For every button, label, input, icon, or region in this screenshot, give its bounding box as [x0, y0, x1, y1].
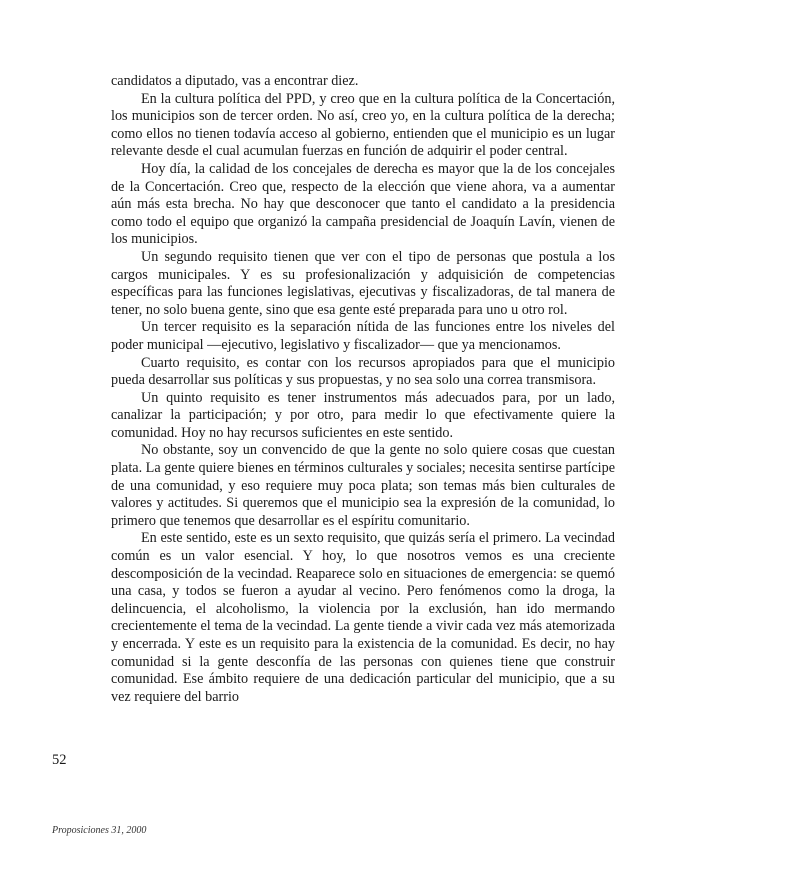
running-footer: Proposiciones 31, 2000 — [52, 825, 147, 836]
paragraph: Un segundo requisito tienen que ver con el tipo de personas que postula a los cargos municipales. Y es su profesionalización y adquisición de competencias específicas para las funciones legislativas, ejecutivas y fiscalizadoras, de tal manera de tener, no solo buena gente, sino que esa gente esté preparada para uno u otro rol. — [111, 248, 615, 318]
paragraph: Un tercer requisito es la separación nítida de las funciones entre los niveles del poder municipal —ejecutivo, legislativo y fiscalizador— que ya mencionamos. — [111, 319, 615, 353]
paragraph: En la cultura política del PPD, y creo que en la cultura política de la Concertación, los municipios son de tercer orden. No así, creo yo, en la cultura política de la derecha; como ellos no tienen todavía acceso al gobierno, entienden que el municipio es un lugar relevante desde el cual acumulan fuerzas en función de adquirir el poder central. — [111, 90, 615, 160]
paragraph: Cuarto requisito, es contar con los recursos apropiados para que el municipio pueda desarrollar sus políticas y sus propuestas, y no sea solo una correa transmisora. — [111, 354, 615, 389]
paragraph: No obstante, soy un convencido de que la gente no solo quiere cosas que cuestan plata. La gente quiere bienes en términos culturales y sociales; necesita sentirse partícipe de una comunidad, y eso requiere muy poca plata; son temas más bien culturales de valores y actitudes. Si queremos que el municipio sea la expresión de la comunidad, lo primero que tenemos que desarrollar es el espíritu comunitario. — [111, 442, 615, 529]
paragraph: Hoy día, la calidad de los concejales de derecha es mayor que la de los concejales de la Concertación. Creo que, respecto de la elección que viene ahora, va a aumentar aún más esta brecha. No hay que desconocer que tanto el candidato a la presidencia como todo el equipo que organizó la campaña presidencial de Joaquín Lavín, vienen de los municipios. — [111, 160, 615, 248]
paragraph-continuation: candidatos a diputado, vas a encontrar diez. — [111, 73, 359, 89]
page-number: 52 — [52, 752, 67, 768]
paragraph: Un quinto requisito es tener instrumentos más adecuados para, por un lado, canalizar la participación; y por otro, para medir lo que efectivamente quiere la comunidad. Hoy no hay recursos suficientes en este sentido. — [111, 389, 615, 441]
paragraph: En este sentido, este es un sexto requisito, que quizás sería el primero. La vecindad común es un valor esencial. Y hoy, lo que nosotros vemos es una creciente descomposición de la vecindad. Reaparece solo en situaciones de emergencia: se quemó una casa, y todos se fueron a ayudar al vecino. Pero fenómenos como la droga, la delincuencia, el alcoholismo, la violencia por la exclusión, han ido mermando crecientemente el tema de la vecindad. La gente tiende a vivir cada vez más atemorizada y encerrada. Y este es un requisito para la existencia de la comunidad. Es decir, no hay comunidad si la gente desconfía de las personas con quienes tiene que construir comunidad. Ese ámbito requiere de una dedicación particular del municipio, que a su vez requiere del barrio — [111, 530, 615, 705]
page-body — [111, 73, 615, 706]
